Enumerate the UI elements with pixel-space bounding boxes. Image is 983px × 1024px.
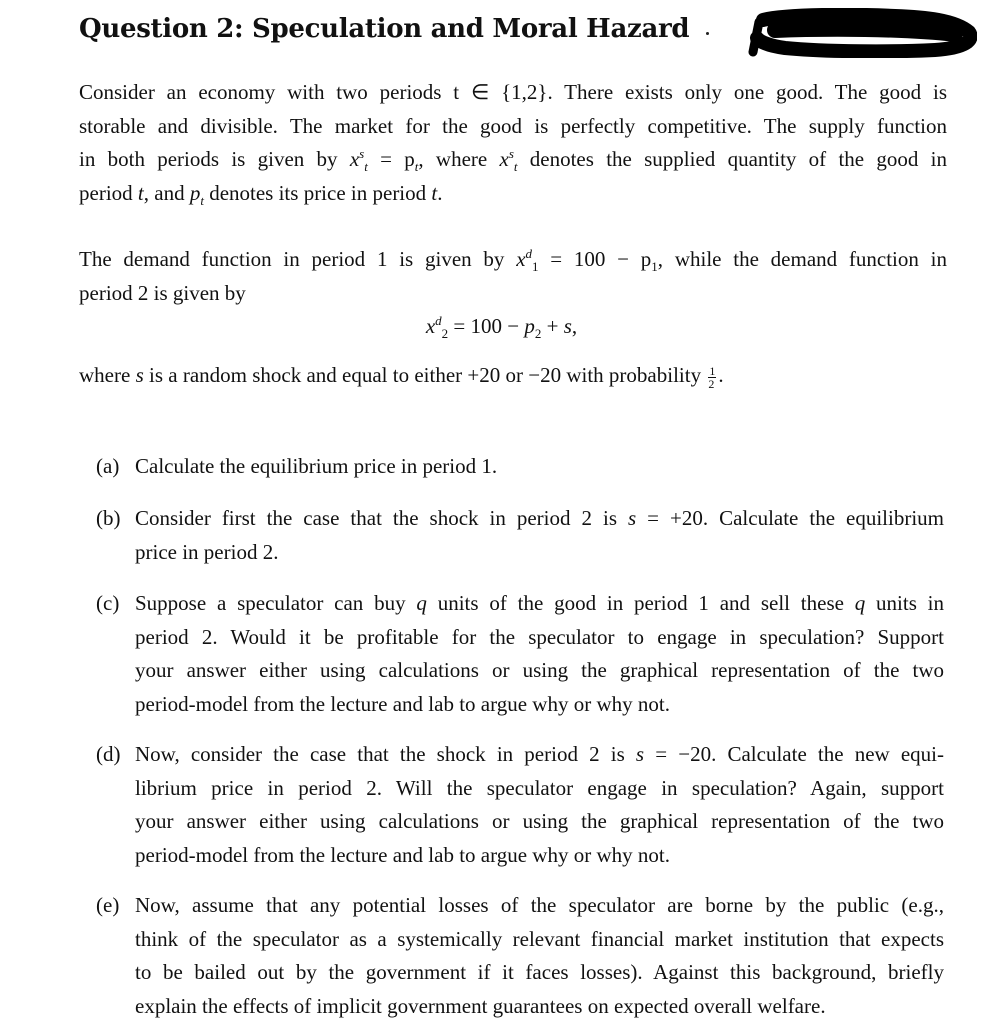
intro-line-2: storable and divisible. The market for the good is perfectly competitive. The supply function: [79, 113, 947, 138]
question-line: explain the effects of implicit government guarantees on expected overall welfare.: [135, 993, 826, 1018]
demand-line-1: The demand function in period 1 is given by $x^d_1 = 100 - p_1$, while the demand function in: [79, 246, 948, 275]
question-line: Now, consider the case that the shock in period 2 is s = −20. Calculate the new equi-: [135, 742, 944, 766]
demand-line-2: period 2 is given by: [79, 280, 246, 305]
question-e: [96, 889, 944, 1023]
question-line: period-model from the lecture and lab to argue why or why not.: [135, 691, 670, 716]
shock-sentence: where s is a random shock and equal to either +20 or −20 with probability $\frac{1}{2}$ .: [79, 363, 724, 391]
question-title: Question 2: Speculation and Moral Hazard: [79, 14, 690, 44]
question-b: [96, 502, 944, 569]
question-label: (e): [96, 893, 120, 917]
question-a: [96, 450, 944, 484]
question-line: your answer either using calculations or using the graphical representation of the two: [135, 809, 944, 833]
question-line: period 2. Would it be profitable for the speculator to engage in speculation? Support: [135, 624, 944, 649]
question-label: (a): [96, 454, 120, 478]
redaction-scribble: [745, 8, 977, 58]
question-line: period-model from the lecture and lab to argue why or why not.: [135, 842, 670, 867]
demand-equation: $x^d_2 = 100 - p_2 + s$,: [425, 313, 578, 342]
question-line: librium price in period 2. Will the speculator engage in speculation? Again, support: [135, 775, 944, 800]
question-c: [96, 587, 944, 721]
question-d: [96, 738, 944, 872]
question-line: price in period 2.: [135, 539, 279, 564]
question-line: think of the speculator as a systemically relevant financial market institution that expects: [135, 926, 944, 951]
question-line: Suppose a speculator can buy q units of the good in period 1 and sell these q units in: [135, 591, 944, 615]
question-line: Consider first the case that the shock in period 2 is s = +20. Calculate the equilibrium: [135, 506, 944, 530]
question-line: Now, assume that any potential losses of the speculator are borne by the public (e.g.,: [135, 893, 944, 917]
demand-paragraph: [79, 243, 947, 310]
stray-dot-mark: [706, 32, 709, 35]
question-line: your answer either using calculations or using the graphical representation of the two: [135, 658, 944, 682]
intro-paragraph: [79, 76, 947, 210]
question-label: (b): [96, 506, 121, 530]
intro-line-1: Consider an economy with two periods t ∈ {1,2}. There exists only one good. The good is: [79, 80, 947, 104]
question-label: (d): [96, 742, 121, 766]
question-line: Calculate the equilibrium price in period 1.: [135, 454, 498, 478]
one-half-fraction: $\frac{1}{2}$: [708, 363, 716, 391]
question-line: to be bailed out by the government if it faces losses). Against this background, briefly: [135, 960, 944, 984]
intro-line-3: in both periods is given by $x^s_t = p_t$, where $x^s_t$ denotes the supplied quantity of the good in: [79, 146, 947, 175]
question-label: (c): [96, 591, 120, 615]
intro-line-4: period t, and $p_t$ denotes its price in period t.: [79, 180, 443, 208]
